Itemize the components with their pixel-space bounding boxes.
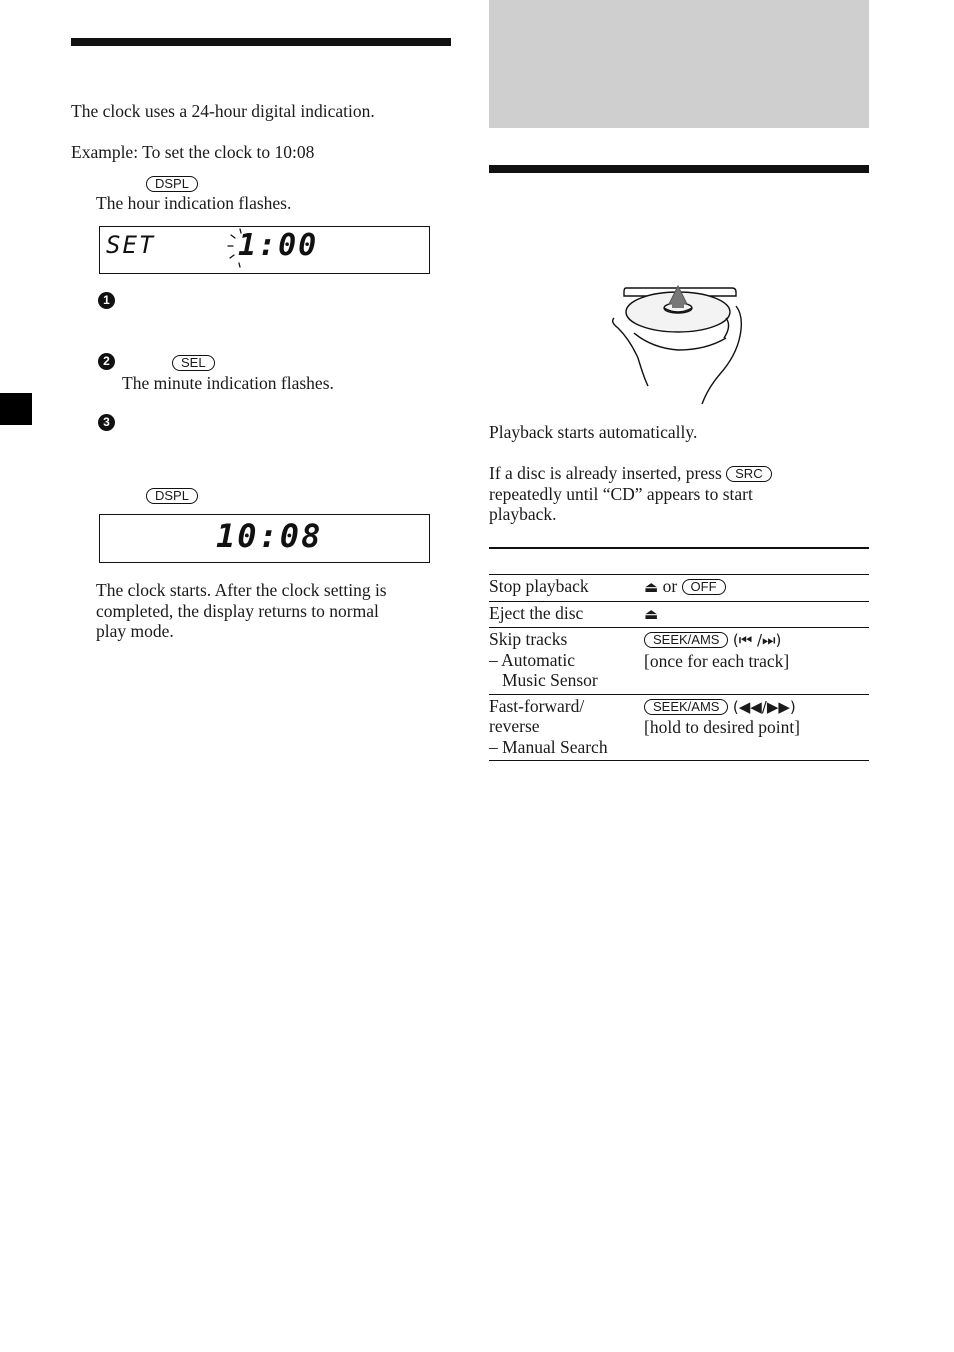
left-header-rule <box>71 38 451 46</box>
clock-final-line-2: completed, the display returns to normal <box>96 601 379 621</box>
dspl-key-label: DSPL <box>146 176 198 192</box>
op-skip-line-1: Skip tracks <box>489 629 568 649</box>
playback-auto-text: Playback starts automatically. <box>489 422 698 442</box>
op-stop-keys <box>644 575 869 602</box>
seek-ams-key: SEEK/AMS <box>644 699 728 715</box>
already-inserted-line-2: repeatedly until “CD” appears to start <box>489 484 753 504</box>
already-inserted-line-3: playback. <box>489 504 557 524</box>
eject-icon: ⏏ <box>644 604 659 623</box>
dspl-key-label-2: DSPL <box>146 488 198 504</box>
right-header-box <box>489 0 869 128</box>
skip-arrows-icon: (⏮ /⏭) <box>732 631 782 649</box>
clock-example: Example: To set the clock to 10:08 <box>71 142 315 162</box>
already-inserted-text: If a disc is already inserted, press <box>489 463 722 483</box>
table-row <box>489 694 869 761</box>
seek-ams-key: SEEK/AMS <box>644 632 728 648</box>
src-key: SRC <box>726 466 771 482</box>
table-top-rule <box>489 547 869 549</box>
lcd-display-set <box>99 226 430 274</box>
op-ff <box>489 694 644 761</box>
op-ff-line-3: – Manual Search <box>489 736 608 757</box>
step-2-badge: 2 <box>98 353 115 370</box>
step-1-badge: 1 <box>98 292 115 309</box>
op-skip-key-line <box>644 629 869 651</box>
op-skip-line-3: Music Sensor <box>502 670 598 690</box>
right-header-rule <box>489 165 869 173</box>
minute-flash-text: The minute indication flashes. <box>122 373 334 393</box>
op-ff-keys <box>644 694 869 761</box>
table-row <box>489 628 869 695</box>
sel-key-label: SEL <box>172 355 215 371</box>
already-inserted-line-1 <box>489 463 772 484</box>
op-skip <box>489 628 644 695</box>
operations-table <box>489 574 869 761</box>
op-stop: Stop playback <box>489 576 589 596</box>
ff-arrows-icon: (◀◀/▶▶) <box>732 697 796 716</box>
page-side-tab <box>0 393 32 425</box>
table-row <box>489 575 869 602</box>
dspl-key-2 <box>146 485 198 506</box>
lcd-time-text: 10:08 <box>216 517 323 555</box>
or-text: or <box>662 576 678 596</box>
op-ff-line-1: Fast-forward/ <box>489 695 585 716</box>
eject-icon: ⏏ <box>644 578 659 596</box>
op-skip-keys <box>644 628 869 695</box>
op-ff-key-line <box>644 696 869 718</box>
op-ff-note: [hold to desired point] <box>644 717 801 737</box>
hand-inserting-disc-icon <box>608 278 748 406</box>
clock-intro: The clock uses a 24-hour digital indication. <box>71 101 375 121</box>
dspl-key-1 <box>146 173 198 194</box>
off-key: OFF <box>682 579 726 595</box>
op-eject: Eject the disc <box>489 602 584 623</box>
lcd-set-text: SET <box>106 231 156 259</box>
op-skip-line-2: – Automatic <box>489 649 576 670</box>
sel-key <box>172 352 215 373</box>
table-row <box>489 601 869 628</box>
op-ff-line-2: reverse <box>489 716 540 736</box>
hour-flash-text: The hour indication flashes. <box>96 193 292 213</box>
lcd-display-time <box>99 514 430 563</box>
op-skip-note: [once for each track] <box>644 650 790 671</box>
op-eject-keys <box>644 601 869 628</box>
lcd-hour-text: 1:00 <box>238 228 319 263</box>
step-3-badge: 3 <box>98 414 115 431</box>
clock-final-line-3: play mode. <box>96 621 174 641</box>
clock-final-line-1: The clock starts. After the clock setting is <box>96 580 387 600</box>
